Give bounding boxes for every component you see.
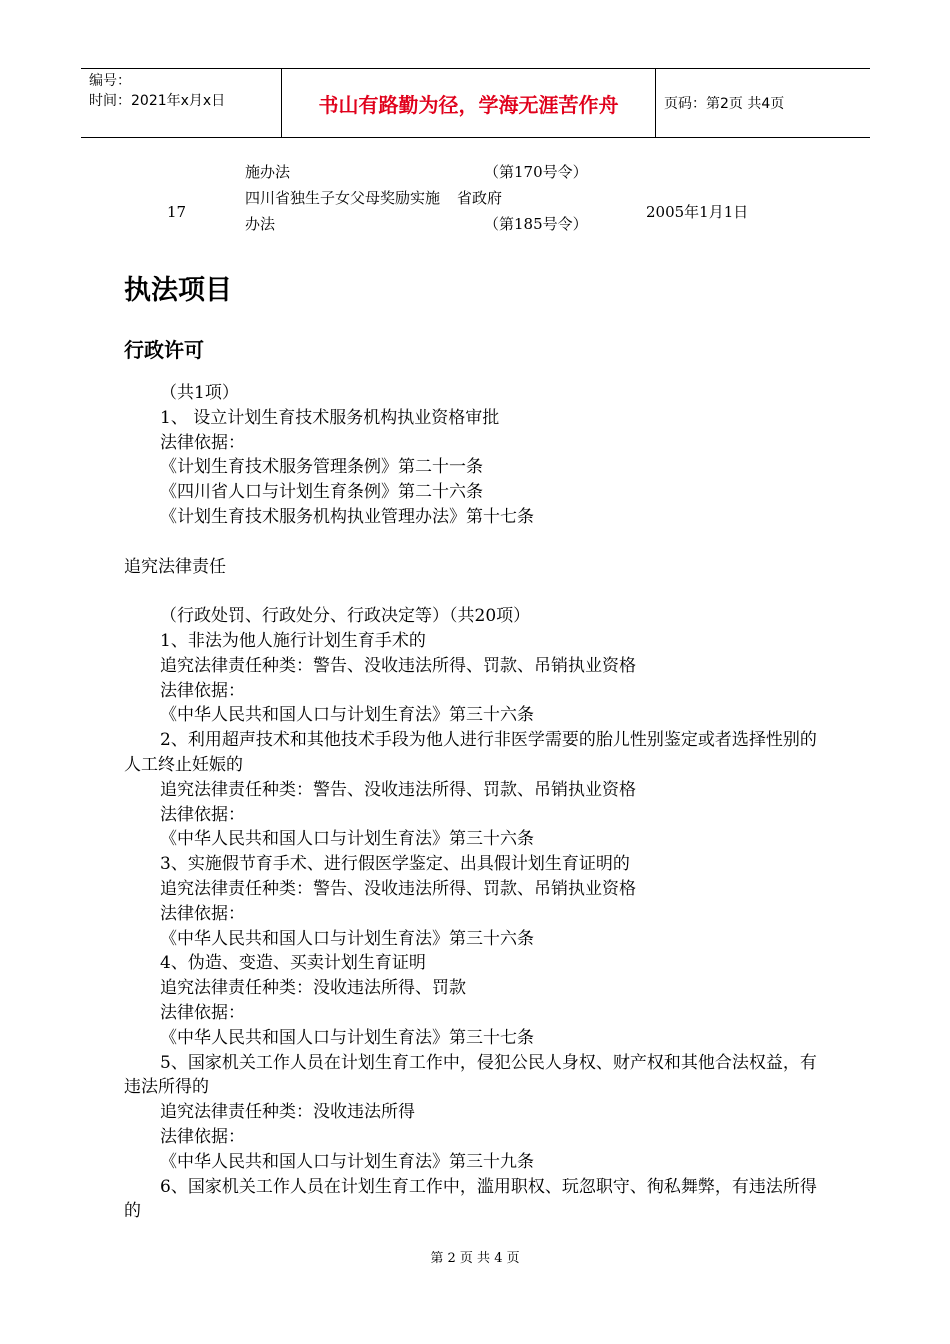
liability-types: 追究法律责任种类：警告、没收违法所得、罚款、吊销执业资格 (160, 655, 636, 676)
legal-basis: 《中华人民共和国人口与计划生育法》第三十六条 (160, 705, 534, 726)
table-cell-date: 2005年1月1日 (646, 203, 749, 221)
table-cell-name: 办法 (245, 215, 276, 233)
liability-types: 追究法律责任种类：没收违法所得、罚款 (160, 978, 466, 999)
legal-basis: 《中华人民共和国人口与计划生育法》第三十九条 (160, 1151, 534, 1172)
page-footer: 第 2 页 共 4 页 (430, 1251, 520, 1266)
header-meta (81, 69, 282, 137)
document-number-label: 编号： (89, 73, 131, 89)
table-cell-number: 17 (167, 203, 187, 221)
legal-basis-label: 法律依据： (160, 1126, 245, 1147)
legal-basis: 《计划生育技术服务管理条例》第二十一条 (160, 457, 483, 478)
subsection-title: 行政许可 (124, 338, 204, 362)
legal-basis: 《中华人民共和国人口与计划生育法》第三十六条 (160, 928, 534, 949)
document-body (124, 381, 824, 1224)
legal-basis-label: 法律依据： (160, 1002, 245, 1023)
table-cell-name: 四川省独生子女父母奖励实施 (245, 189, 441, 207)
liability-title: 追究法律责任 (124, 556, 226, 577)
liability-item: 3、实施假节育手术、进行假医学鉴定、出具假计划生育证明的 (160, 854, 630, 875)
page-header (81, 68, 870, 138)
liability-item: 5、国家机关工作人员在计划生育工作中，侵犯公民人身权、财产权和其他合法权益，有违法所得的 (124, 1052, 817, 1098)
document-time-label: 时间：2021年x月x日 (89, 93, 226, 109)
legal-basis-label: 法律依据： (160, 680, 245, 701)
liability-item: 4、伪造、变造、买卖计划生育证明 (160, 953, 426, 974)
legal-basis-label: 法律依据： (160, 903, 245, 924)
liability-item: 6、国家机关工作人员在计划生育工作中，滥用职权、玩忽职守、徇私舞弊，有违法所得的 (124, 1176, 817, 1222)
header-motto: 书山有路勤为径，学海无涯苦作舟 (282, 69, 656, 137)
liability-types: 追究法律责任种类：警告、没收违法所得、罚款、吊销执业资格 (160, 779, 636, 800)
legal-basis: 《四川省人口与计划生育条例》第二十六条 (160, 482, 483, 503)
table-cell-issuer: （第185号令） (484, 215, 588, 233)
liability-count: （行政处罚、行政处分、行政决定等）（共20项） (160, 606, 531, 627)
liability-types: 追究法律责任种类：警告、没收违法所得、罚款、吊销执业资格 (160, 878, 636, 899)
table-cell-name: 施办法 (245, 163, 291, 181)
legal-basis-label: 法律依据： (160, 804, 245, 825)
legal-basis: 《中华人民共和国人口与计划生育法》第三十七条 (160, 1027, 534, 1048)
liability-item: 2、利用超声技术和其他技术手段为他人进行非医学需要的胎儿性别鉴定或者选择性别的人工终止妊娠的 (124, 730, 817, 775)
permit-count: （共1项） (160, 383, 239, 403)
legal-basis: 《计划生育技术服务机构执业管理办法》第十七条 (160, 506, 534, 527)
legal-basis-label: 法律依据： (160, 432, 245, 453)
table-cell-issuer: 省政府 (457, 189, 503, 207)
permit-item: 1、 设立计划生育技术服务机构执业资格审批 (160, 407, 500, 428)
table-cell-issuer: （第170号令） (484, 163, 588, 181)
legal-basis: 《中华人民共和国人口与计划生育法》第三十六条 (160, 829, 534, 850)
liability-types: 追究法律责任种类：没收违法所得 (160, 1102, 415, 1123)
section-title: 执法项目 (124, 275, 232, 306)
header-page-indicator: 页码：第2页 共4页 (664, 96, 785, 112)
liability-item: 1、非法为他人施行计划生育手术的 (160, 630, 426, 651)
